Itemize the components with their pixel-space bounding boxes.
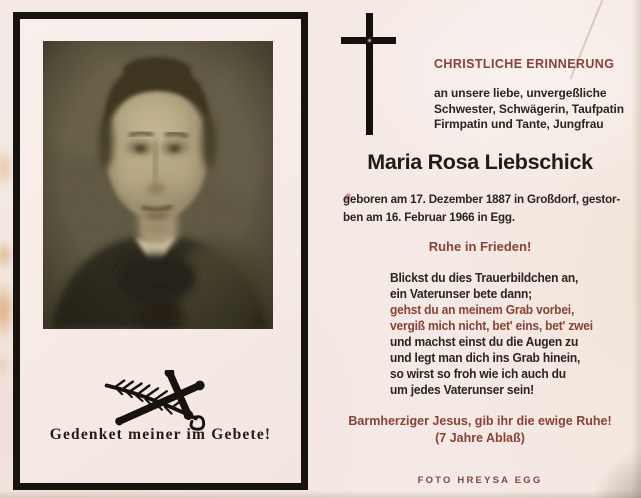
poem-line: ein Vaterunser bete dann; bbox=[390, 287, 532, 301]
poem-line: Blickst du dies Trauerbildchen an, bbox=[390, 271, 579, 285]
vitals-line: geboren am 17. Dezember 1887 in Großdorf, gestor- bbox=[343, 192, 621, 206]
vitals-line: ben am 16. Februar 1966 in Egg. bbox=[343, 209, 515, 224]
closing-prayer bbox=[330, 413, 630, 446]
closing-line: (7 Jahre Ablaß) bbox=[435, 430, 525, 445]
latin-cross-icon bbox=[341, 13, 397, 137]
dedication-text bbox=[434, 86, 626, 133]
paper-stain bbox=[0, 352, 10, 378]
scan-corner-shadow bbox=[591, 448, 641, 498]
portrait-image bbox=[43, 41, 273, 329]
birth-death-dates bbox=[343, 191, 624, 226]
cross-vertical-bar bbox=[366, 13, 373, 135]
poem-line: um jedes Vaterunser sein! bbox=[390, 383, 534, 397]
poem-line: vergiß mich nicht, bet' eins, bet' zwei bbox=[390, 319, 593, 333]
text-panel bbox=[330, 0, 630, 498]
portrait-photo bbox=[43, 41, 273, 329]
scan-edge bbox=[631, 0, 641, 498]
cross-glint bbox=[367, 38, 372, 43]
photo-credit: FOTO HREYSA EGG bbox=[417, 475, 543, 486]
scan-edge bbox=[0, 490, 641, 498]
dedication-line: an unsere liebe, unvergeßliche bbox=[434, 86, 607, 100]
dedication-line: Schwester, Schwägerin, Taufpatin bbox=[434, 101, 624, 116]
rest-in-peace-line: Ruhe in Frieden! bbox=[428, 239, 532, 254]
closing-line: Barmherziger Jesus, gib ihr die ewige Ruhe! bbox=[348, 414, 612, 428]
photo-frame-panel bbox=[13, 12, 308, 490]
poem-line: gehst du an meinem Grab vorbei, bbox=[390, 303, 575, 317]
dedication-line: Firmpatin und Tante, Jungfrau bbox=[434, 117, 604, 131]
header-christliche-erinnerung: CHRISTLICHE ERINNERUNG bbox=[434, 57, 615, 71]
memorial-poem bbox=[390, 270, 620, 398]
palm-cross-icon bbox=[100, 370, 218, 432]
poem-line: und legt man dich ins Grab hinein, bbox=[390, 351, 581, 365]
deceased-name: Maria Rosa Liebschick bbox=[367, 150, 593, 174]
poem-line: so wirst so froh wie ich auch du bbox=[390, 367, 566, 381]
poem-line: und machst einst du die Augen zu bbox=[390, 335, 579, 349]
paper-stain bbox=[0, 238, 14, 272]
memorial-caption: Gedenket meiner im Gebete! bbox=[49, 426, 272, 443]
